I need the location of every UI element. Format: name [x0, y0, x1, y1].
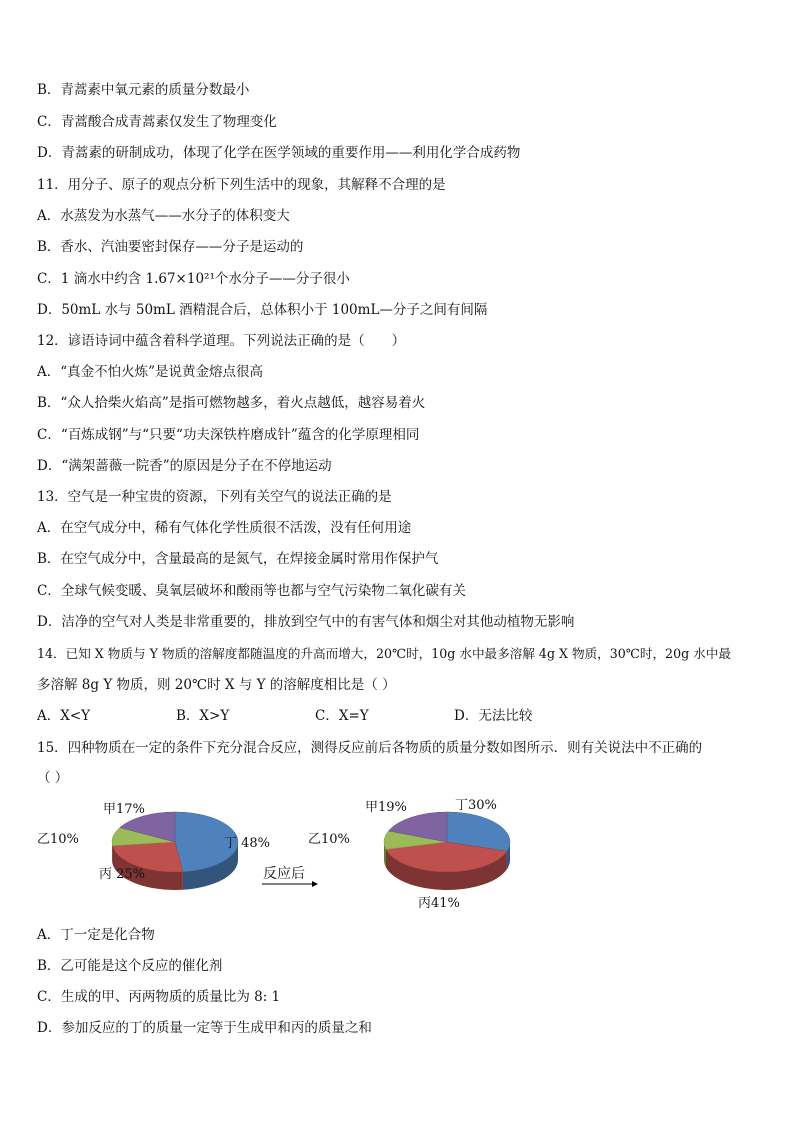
q10-option-d: D．青蒿素的研制成功，体现了化学在医学领域的重要作用——利用化学合成药物	[37, 145, 521, 161]
q15-option-d: D．参加反应的丁的质量一定等于生成甲和丙的质量之和	[37, 1020, 372, 1036]
q11-option-a: A．水蒸发为水蒸气——水分子的体积变大	[37, 208, 290, 224]
q13-option-a: A．在空气成分中，稀有气体化学性质很不活泼，没有任何用途	[37, 520, 412, 536]
q13-option-c: C．全球气候变暖、臭氧层破坏和酸雨等也都与空气污染物二氧化碳有关	[37, 583, 466, 599]
q14-option-d: D．无法比较	[454, 708, 533, 724]
q10-option-b: B．青蒿素中氧元素的质量分数最小	[37, 82, 250, 98]
q12-option-a: A．“真金不怕火炼”是说黄金熔点很高	[37, 364, 264, 380]
pie2-label-yi: 乙10%	[308, 832, 350, 847]
q15-option-a: A．丁一定是化合物	[37, 927, 155, 943]
q13-option-d: D．洁净的空气对人类是非常重要的，排放到空气中的有害气体和烟尘对其他动植物无影响	[37, 614, 575, 630]
q13-option-b: B．在空气成分中，含量最高的是氮气，在焊接金属时常用作保护气	[37, 551, 439, 567]
pie2-label-bing: 丙41%	[418, 896, 460, 911]
q11-option-c: C．1 滴水中约含 1.67×10²¹个水分子——分子很小	[37, 271, 350, 287]
q11-stem: 11．用分子、原子的观点分析下列生活中的现象，其解释不合理的是	[37, 177, 446, 193]
q11-option-b: B．香水、汽油要密封保存——分子是运动的	[37, 239, 304, 255]
pie1-label-bing: 丙 25%	[99, 867, 146, 882]
q14-stem-line2: 多溶解 8g Y 物质，则 20℃时 X 与 Y 的溶解度相比是（ ）	[37, 677, 396, 693]
q15-option-b: B．乙可能是这个反应的催化剂	[37, 958, 223, 974]
q11-option-d: D．50mL 水与 50mL 酒精混合后，总体积小于 100mL—分子之间有间隔	[37, 302, 488, 318]
q13-stem: 13．空气是一种宝贵的资源，下列有关空气的说法正确的是	[37, 489, 392, 505]
pie2-label-jia: 甲19%	[365, 800, 407, 815]
q15-stem: 15．四种物质在一定的条件下充分混合反应，测得反应前后各物质的质量分数如图所示．则有关说法中不正确的	[37, 740, 703, 756]
reaction-arrow-label: 反应后	[263, 866, 305, 882]
q12-option-d: D．“满架蔷薇一院香”的原因是分子在不停地运动	[37, 458, 332, 474]
q10-option-c: C．青蒿酸合成青蒿素仅发生了物理变化	[37, 114, 277, 130]
q15-stem-paren: （ ）	[37, 770, 69, 786]
pie1-label-yi: 乙10%	[37, 832, 79, 847]
q12-stem: 12．谚语诗词中蕴含着科学道理。下列说法正确的是（ ）	[37, 333, 406, 349]
q12-option-b: B．“众人拾柴火焰高”是指可燃物越多，着火点越低，越容易着火	[37, 395, 426, 411]
reaction-arrow-icon	[262, 879, 322, 889]
q15-option-c: C．生成的甲、丙两物质的质量比为 8: 1	[37, 989, 281, 1005]
q12-option-c: C．“百炼成钢”与“只要“功夫深铁杵磨成针”蕴含的化学原理相同	[37, 427, 420, 443]
pie1-label-jia: 甲17%	[103, 802, 145, 817]
pie1-label-ding: 丁 48%	[224, 836, 271, 851]
q14-option-b: B．X>Y	[176, 708, 230, 724]
q14-option-c: C．X=Y	[315, 708, 369, 724]
pie2-label-ding: 丁30%	[455, 798, 497, 813]
q14-option-a: A．X<Y	[37, 708, 91, 724]
q14-stem-line1: 14．已知 X 物质与 Y 物质的溶解度都随温度的升高而增大，20℃时，10g 水中最多溶解 4g X 物质，30℃时，20g 水中最	[37, 646, 731, 661]
pie-chart-after	[352, 800, 542, 910]
